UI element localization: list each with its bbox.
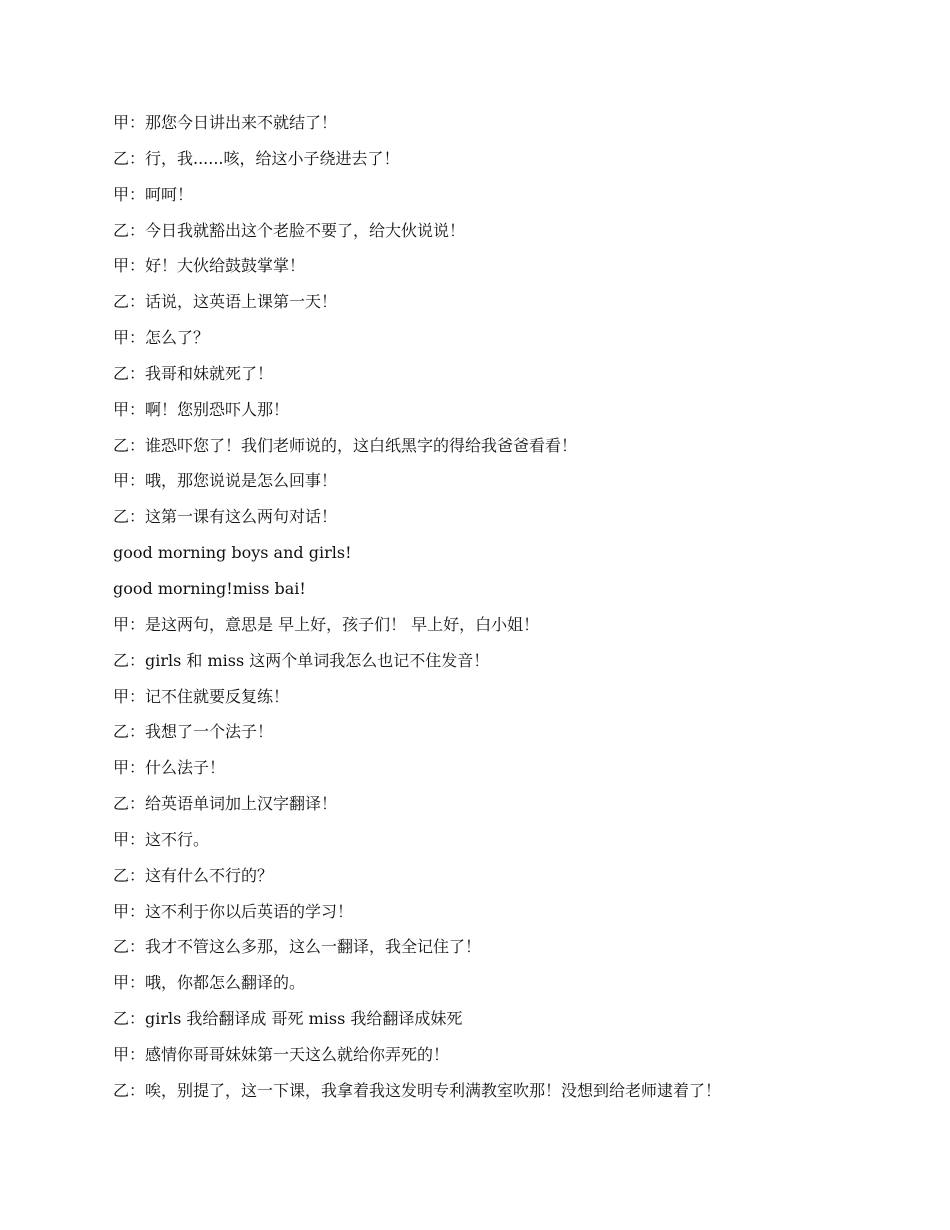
dialogue-line: 乙：谁恐吓您了！我们老师说的，这白纸黑字的得给我爸爸看看！	[113, 435, 578, 455]
dialogue-line: 乙：唉，别提了，这一下课，我拿着我这发明专利满教室吹那！没想到给老师逮着了！	[113, 1080, 722, 1100]
dialogue-line: 甲：这不利于你以后英语的学习！	[113, 901, 354, 921]
dialogue-line: 甲：怎么了？	[113, 328, 210, 348]
dialogue-line: 乙：girls 我给翻译成 哥死 miss 我给翻译成妹死	[113, 1009, 463, 1029]
dialogue-line: 甲：那您今日讲出来不就结了！	[113, 113, 338, 132]
dialogue-line: 甲：好！大伙给鼓鼓掌掌！	[113, 256, 306, 276]
dialogue-line: 甲：哦，你都怎么翻译的。	[113, 973, 306, 993]
dialogue-line: 乙：给英语单词加上汉字翻译！	[113, 794, 338, 814]
dialogue-line: 甲：感情你哥哥妹妹第一天这么就给你弄死的！	[113, 1044, 450, 1064]
dialogue-line: 甲：哦，那您说说是怎么回事！	[113, 471, 338, 491]
dialogue-line: 甲：是这两句，意思是 早上好，孩子们！ 早上好，白小姐！	[113, 614, 540, 634]
english-line: good morning boys and girls!	[113, 543, 352, 563]
dialogue-line: 甲：什么法子！	[113, 758, 226, 778]
dialogue-line: 乙：我想了一个法子！	[113, 722, 274, 742]
dialogue-line: 甲：这不行。	[113, 829, 210, 849]
dialogue-text	[113, 111, 913, 1115]
dialogue-line: 乙：这第一课有这么两句对话！	[113, 507, 338, 527]
english-line: good morning!miss bai!	[113, 578, 306, 598]
dialogue-line: 甲：记不住就要反复练！	[113, 686, 290, 706]
dialogue-line: 乙：girls 和 miss 这两个单词我怎么也记不住发音！	[113, 650, 490, 670]
dialogue-line: 乙：我才不管这么多那，这么一翻译，我全记住了！	[113, 937, 482, 957]
dialogue-line: 乙：这有什么不行的？	[113, 865, 274, 885]
dialogue-line: 甲：啊！您别恐吓人那！	[113, 399, 290, 419]
dialogue-line: 乙：话说，这英语上课第一天！	[113, 292, 338, 312]
dialogue-line: 乙：今日我就豁出这个老脸不要了，给大伙说说！	[113, 220, 466, 240]
dialogue-line: 乙：我哥和妹就死了！	[113, 363, 274, 383]
dialogue-line: 乙：行，我......咳，给这小子绕进去了！	[113, 148, 400, 168]
dialogue-line: 甲：呵呵！	[113, 184, 194, 204]
